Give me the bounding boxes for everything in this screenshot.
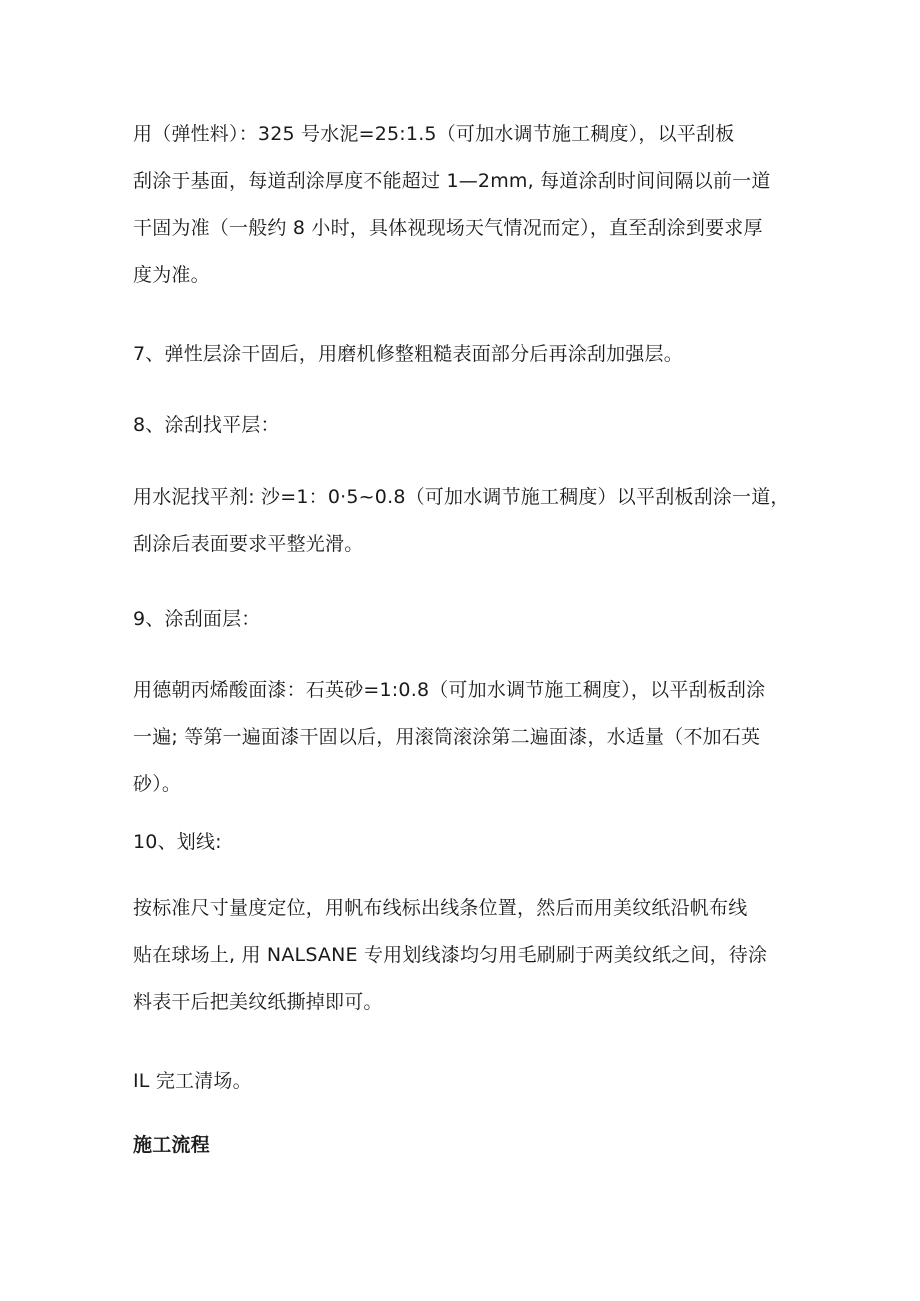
text-line: 料表干后把美纹纸撕掉即可。	[133, 991, 383, 1013]
text-line: 按标准尺寸量度定位，用帆布线标出线条位置，然后而用美纹纸沿帆布线	[133, 897, 748, 919]
paragraph-elastic-layer-mix	[133, 111, 805, 299]
paragraph-line-marking	[133, 885, 805, 1026]
paragraph-step-10-title	[133, 819, 805, 866]
text-line: 用德朝丙烯酸面漆：石英砂=1:0.8（可加水调节施工稠度），以平刮板刮涂	[133, 679, 766, 701]
paragraph-step-8-title	[133, 402, 805, 449]
paragraph-step-9-title	[133, 596, 805, 643]
text-line: 度为准。	[133, 264, 210, 286]
text-line: 贴在球场上, 用 NALSANE 专用划线漆均匀用毛刷刷于两美纹纸之间，待涂	[133, 944, 768, 966]
text-line: 刮涂后表面要求平整光滑。	[133, 533, 364, 555]
text-line: 用（弹性料）：325 号水泥=25:1.5（可加水调节施工稠度），以平刮板	[133, 123, 735, 145]
text-line: 10、划线:	[133, 831, 222, 853]
text-line: 干固为准（一般约 8 小时，具体视现场天气情况而定），直至刮涂到要求厚	[133, 217, 763, 239]
text-line: IL 完工清场。	[133, 1070, 252, 1092]
text-line: 9、涂刮面层：	[133, 608, 261, 630]
text-line: 8、涂刮找平层：	[133, 414, 280, 436]
text-line: 刮涂于基面，每道刮涂厚度不能超过 1—2mm, 每道涂刮时间间隔以前一道	[133, 170, 771, 192]
text-line: 一遍; 等第一遍面漆干固以后，用滚筒滚涂第二遍面漆，水适量（不加石英	[133, 726, 761, 748]
text-line: 7、弹性层涂干固后，用磨机修整粗糙表面部分后再涂刮加强层。	[133, 343, 683, 365]
section-heading-construction-process	[133, 1122, 805, 1169]
paragraph-topcoat-mix	[133, 667, 805, 808]
text-line: 砂）。	[133, 773, 182, 795]
paragraph-step-11	[133, 1058, 805, 1105]
paragraph-leveling-mix	[133, 474, 805, 568]
heading-text: 施工流程	[133, 1134, 210, 1156]
paragraph-step-7	[133, 331, 805, 378]
text-line: 用水泥找平剂: 沙=1：0·5~0.8（可加水调节施工稠度）以平刮板刮涂一道，	[133, 486, 790, 508]
